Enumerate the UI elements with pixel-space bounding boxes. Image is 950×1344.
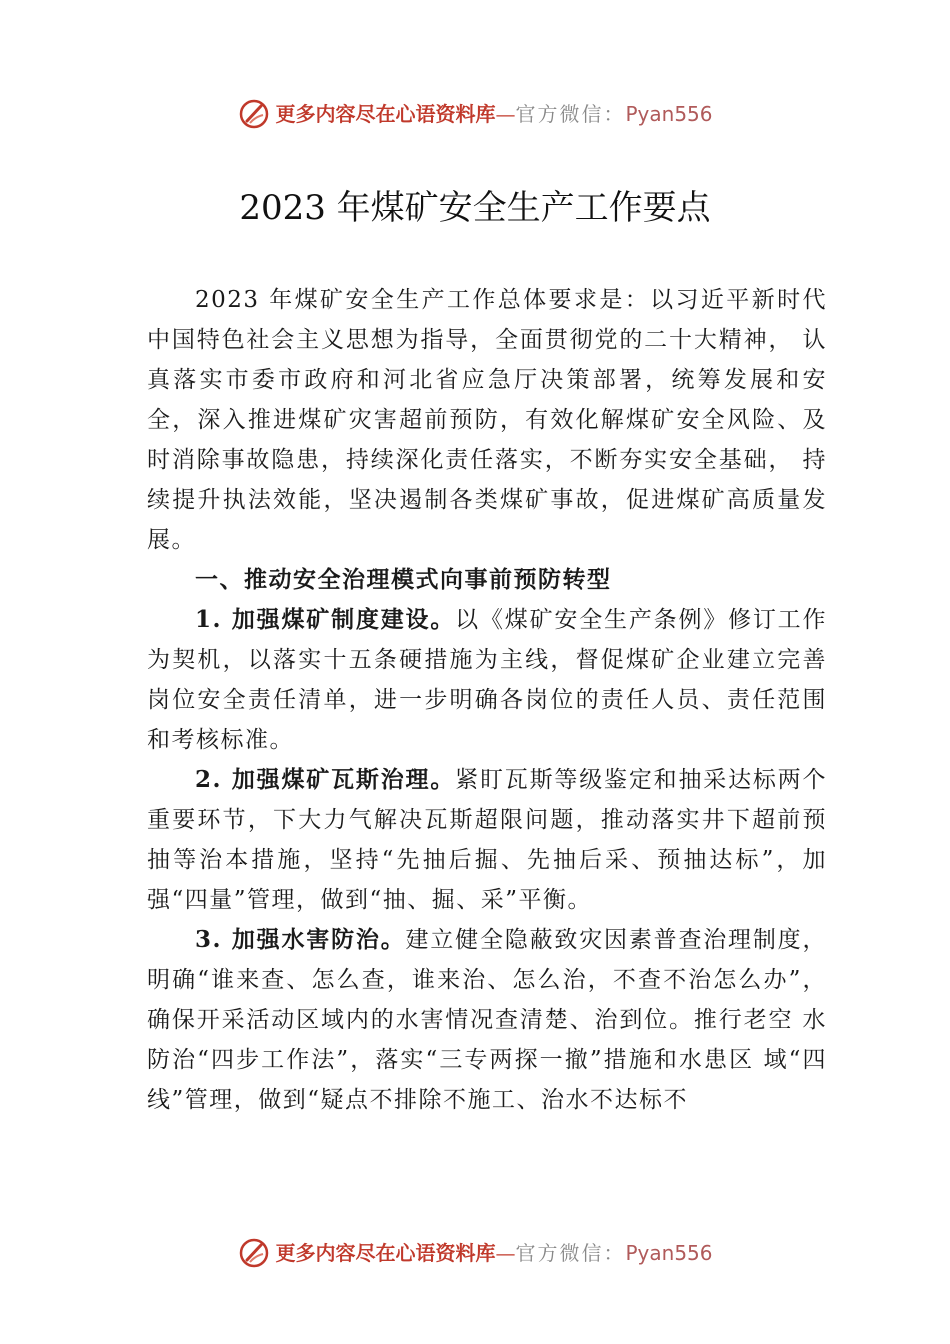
item-paragraph-1 [147, 600, 827, 760]
watermark-label: 官方微信： [515, 102, 626, 126]
item-body-2: 紧盯瓦斯等级鉴定和抽采达标两个重要环节，下大力气解决瓦斯超限问题，推动落实井下超前预抽等治本措施，坚持“先抽后掘、先抽后采、预抽达标”，加强“四量”管理，做到“抽、掘、采”平衡。 [147, 767, 827, 913]
section-heading: 一、推动安全治理模式向事前预防转型 [195, 567, 612, 593]
watermark-id: Pyan556 [625, 102, 713, 126]
item-paragraph-3 [147, 920, 827, 1120]
watermark-header [0, 97, 950, 131]
logo-icon [237, 97, 271, 131]
watermark-separator: — [495, 102, 516, 126]
item-body-1: 以《煤矿安全生产条例》修订工作为契机，以落实十五条硬措施为主线，督促煤矿企业建立完善岗位安全责任清单，进一步明确各岗位的责任人员、责任范围和考核标准。 [147, 607, 827, 753]
watermark-brand: 更多内容尽在心语资料库 [275, 102, 496, 126]
watermark-footer [0, 1236, 950, 1270]
watermark-brand: 更多内容尽在心语资料库 [275, 1241, 496, 1265]
watermark-id: Pyan556 [625, 1241, 713, 1265]
item-heading-2: 2. 加强煤矿瓦斯治理。 [195, 766, 456, 793]
watermark-separator: — [495, 1241, 516, 1265]
document-title: 2023 年煤矿安全生产工作要点 [239, 188, 711, 228]
document-body [147, 280, 827, 1120]
item-heading-1: 1. 加强煤矿制度建设。 [195, 606, 456, 633]
watermark-label: 官方微信： [515, 1241, 626, 1265]
logo-icon [237, 1236, 271, 1270]
item-heading-3: 3. 加强水害防治。 [195, 926, 406, 953]
item-paragraph-2 [147, 760, 827, 920]
intro-paragraph: 2023 年煤矿安全生产工作总体要求是：以习近平新时代中国特色社会主义思想为指导，全面贯彻党的二十大精神， 认真落实市委市政府和河北省应急厅决策部署，统筹发展和安全，深入推进煤矿灾害超前预防，有效化解煤矿安全风险、及时消除事故隐患，持续深化责任落实，不断夯实安全基础， 持续提升执法效能，坚决遏制各类煤矿事故，促进煤矿高质量发展。 [147, 287, 827, 553]
item-body-3: 建立健全隐蔽致灾因素普查治理制度，明确“谁来查、怎么查，谁来治、怎么治，不查不治怎么办”， 确保开采活动区域内的水害情况查清楚、治到位。推行老空 水防治“四步工作法”，落实“三专两探一撤”措施和水患区 域“四线”管理，做到“疑点不排除不施工、治水不达标不 [147, 927, 827, 1113]
